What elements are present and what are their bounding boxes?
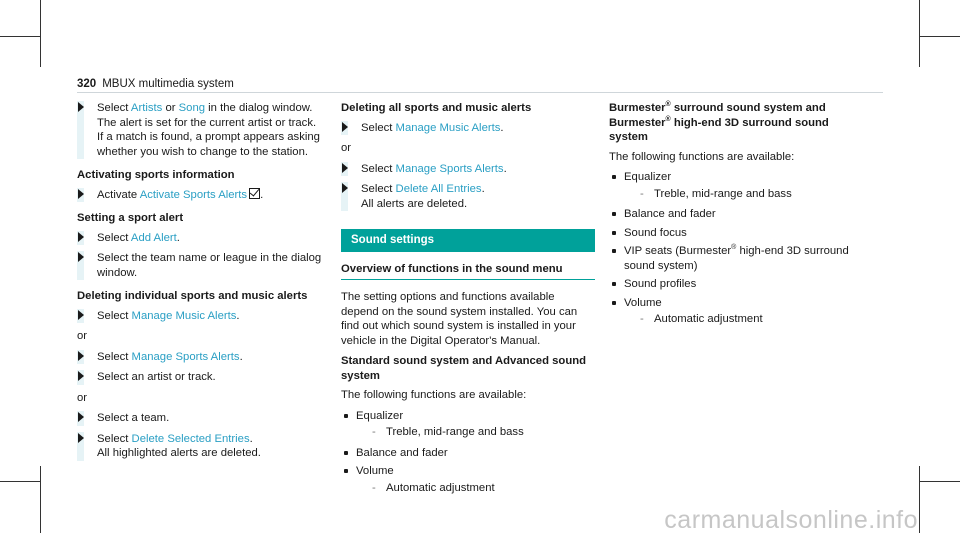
ui-term: Manage Sports Alerts bbox=[131, 350, 240, 363]
checkbox-checked-icon bbox=[249, 188, 260, 199]
sub-item: - Treble, mid-range and bass bbox=[356, 425, 595, 440]
arrow-icon bbox=[342, 122, 348, 132]
step: Select Manage Sports Alerts. bbox=[77, 350, 325, 365]
arrow-icon bbox=[78, 351, 84, 361]
column-3 bbox=[609, 101, 871, 333]
section-heading: Setting a sport alert bbox=[77, 212, 184, 224]
crop-mark bbox=[919, 481, 960, 482]
paragraph: The setting options and functions available depend on the sound system installed. You can find out which sound system is installed in your vehicle in the Digital Operator's Manual. bbox=[341, 291, 578, 347]
list-item: Sound focus bbox=[609, 226, 871, 241]
arrow-icon bbox=[78, 189, 84, 199]
list-item: Volume - Automatic adjustment bbox=[341, 464, 595, 495]
ui-term: Delete Selected Entries bbox=[131, 432, 250, 445]
sub-item: - Treble, mid-range and bass bbox=[624, 187, 871, 202]
arrow-icon bbox=[78, 433, 84, 443]
step: Select Manage Music Alerts. bbox=[77, 309, 325, 324]
crop-mark bbox=[919, 0, 920, 67]
header-rule bbox=[77, 92, 883, 93]
function-list bbox=[341, 409, 595, 496]
step: Select an artist or track. bbox=[77, 370, 325, 385]
section-heading: Burmester® surround sound system and Burmester® high-end 3D surround sound system bbox=[609, 101, 829, 143]
list-item: Equalizer - Treble, mid-range and bass bbox=[341, 409, 595, 440]
step: Select the team name or league in the dialog window. bbox=[77, 251, 325, 280]
arrow-icon bbox=[78, 371, 84, 381]
list-item: Sound profiles bbox=[609, 277, 871, 292]
list-item: Balance and fader bbox=[341, 446, 595, 461]
list-item: Equalizer - Treble, mid-range and bass bbox=[609, 170, 871, 201]
step: Activate Activate Sports Alerts . bbox=[77, 188, 325, 203]
list-item: Volume - Automatic adjustment bbox=[609, 296, 871, 327]
subsection-heading: Overview of functions in the sound menu bbox=[341, 262, 595, 281]
paragraph: The following functions are available: bbox=[341, 389, 527, 401]
arrow-icon bbox=[342, 183, 348, 193]
crop-mark bbox=[40, 466, 41, 533]
or-text: or bbox=[341, 142, 352, 154]
step: Select Delete Selected Entries. All highlighted alerts are deleted. bbox=[77, 432, 325, 461]
arrow-icon bbox=[78, 102, 84, 112]
ui-term: Delete All Entries bbox=[395, 183, 482, 195]
page-number: 320 bbox=[77, 78, 97, 90]
or-text: or bbox=[77, 391, 88, 404]
step: Select Manage Music Alerts. bbox=[341, 121, 595, 136]
ui-term: Manage Music Alerts bbox=[395, 121, 501, 134]
ui-term: Manage Music Alerts bbox=[131, 309, 237, 322]
step: Select Add Alert. bbox=[77, 231, 325, 246]
column-2 bbox=[341, 101, 595, 501]
watermark: carmanualsonline.info bbox=[664, 505, 918, 534]
column-1 bbox=[77, 101, 325, 467]
page-title: MBUX multimedia system bbox=[102, 78, 234, 90]
arrow-icon bbox=[78, 232, 84, 242]
section-heading: Deleting all sports and music alerts bbox=[341, 102, 532, 114]
ui-term: Add Alert bbox=[130, 231, 177, 244]
ui-term: Song bbox=[178, 102, 206, 114]
page-header bbox=[77, 77, 234, 92]
arrow-icon bbox=[78, 252, 84, 262]
section-heading: Standard sound system and Advanced sound system bbox=[341, 355, 587, 382]
crop-mark bbox=[40, 0, 41, 37]
ui-term: Manage Sports Alerts bbox=[395, 162, 504, 175]
section-heading: Deleting individual sports and music alerts bbox=[77, 290, 308, 302]
arrow-icon bbox=[342, 163, 348, 173]
function-list bbox=[609, 170, 871, 327]
sub-item: - Automatic adjustment bbox=[356, 481, 595, 496]
arrow-icon bbox=[78, 310, 84, 320]
sub-item: - Automatic adjustment bbox=[624, 312, 871, 327]
step: Select a team. bbox=[77, 411, 325, 426]
list-item: VIP seats (Burmester® high-end 3D surround sound system) bbox=[609, 244, 871, 273]
step: Select Artists or Song in the dialog window. The alert is set for the current artist or track. If a match is found, a prompt appears asking whether you wish to change to the station. bbox=[77, 101, 325, 159]
crop-mark bbox=[919, 36, 960, 37]
ui-term: Activate Sports Alerts bbox=[139, 188, 248, 201]
or-text: or bbox=[77, 330, 88, 342]
ui-term: Artists bbox=[130, 102, 163, 114]
section-banner: Sound settings bbox=[341, 229, 595, 252]
section-heading: Activating sports information bbox=[77, 169, 235, 181]
step: Select Manage Sports Alerts. bbox=[341, 162, 595, 177]
crop-mark bbox=[0, 481, 40, 482]
crop-mark bbox=[919, 466, 920, 533]
paragraph: The following functions are available: bbox=[609, 150, 795, 163]
arrow-icon bbox=[78, 412, 84, 422]
list-item: Balance and fader bbox=[609, 207, 871, 222]
crop-mark bbox=[0, 36, 40, 37]
crop-mark bbox=[40, 37, 41, 67]
step: Select Delete All Entries. All alerts are deleted. bbox=[341, 182, 595, 211]
